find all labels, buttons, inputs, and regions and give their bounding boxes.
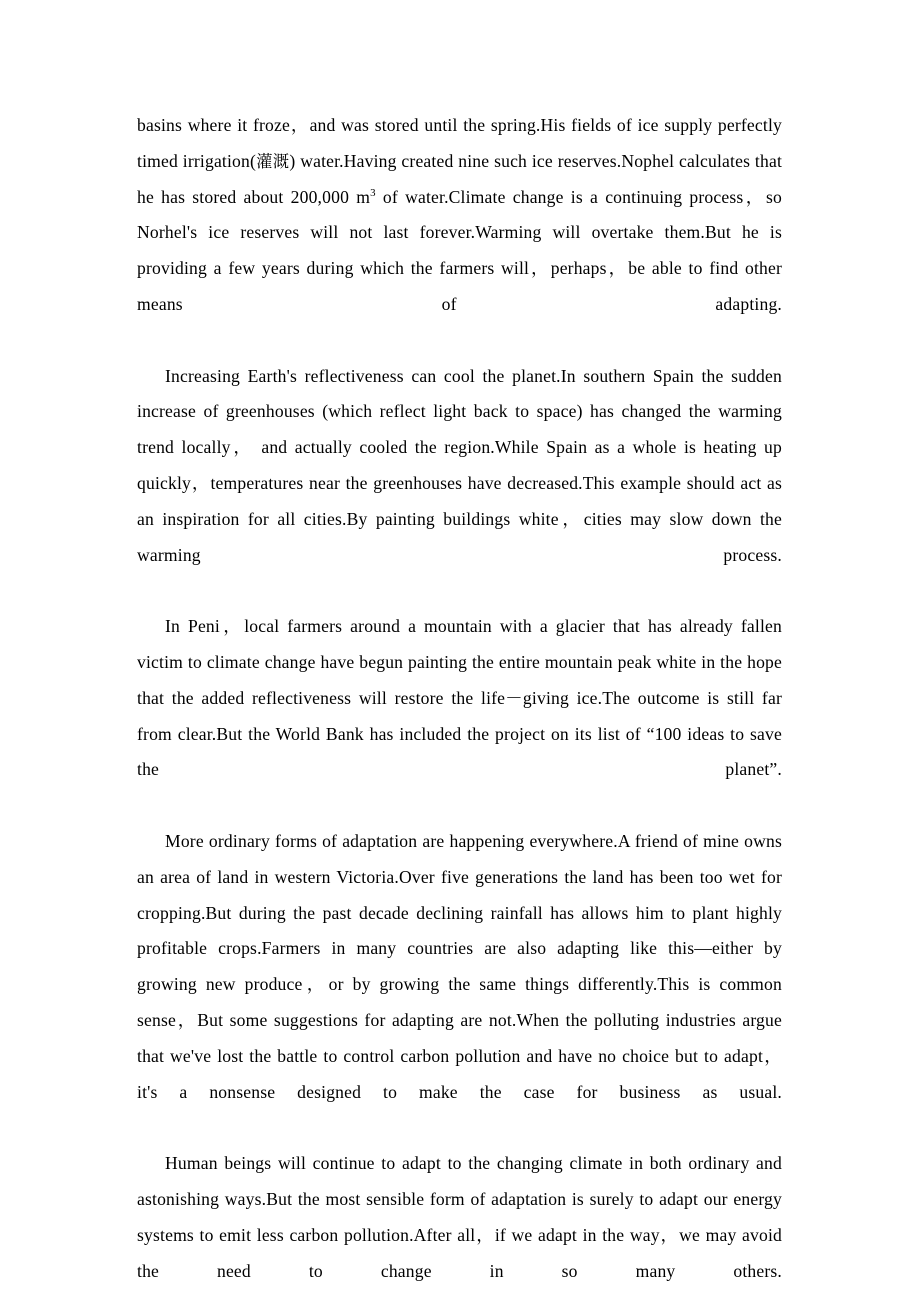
- text-run: basins where it froze，and was stored until the spring.His fields of ice supply perfectly timed irrigation(: [137, 115, 782, 171]
- text-run: ) water.Having created nine such ice reserves.Nophel calculates that he has stored about 200,000 m: [137, 150, 783, 207]
- paragraph-ice-reserves: [137, 108, 782, 359]
- superscript-exponent: 3: [370, 186, 376, 199]
- text-run: In Peni，local farmers around a mountain with a glacier that has already fallen victim to climate change have begun painting the entire mountain peak white in the hope that the added reflectiveness will restore the life－giving ice.The outcome is still far from clear.But the World Bank has included the project on its list of “100 ideas to save the planet”.: [137, 616, 782, 780]
- text-run: Increasing Earth's reflectiveness can cool the planet.In southern Spain the sudden increase of greenhouses (which reflect light back to space) has changed the warming trend locally， and actually cooled the region.While Spain as a whole is heating up quickly，temperatures near the greenhouses have decreased.This example should act as an inspiration for all cities.By painting buildings white，cities may slow down the warming process.: [137, 365, 782, 565]
- chinese-gloss: 灌溉: [256, 151, 290, 171]
- text-run: More ordinary forms of adaptation are happening everywhere.A friend of mine owns an area of land in western Victoria.Over five generations the land has been too wet for cropping.But during the past decade declining rainfall has allows him to plant highly profitable crops.Farmers in many countries are also adapting like this—either by growing new produce，or by growing the same things differently.This is common sense，But some suggestions for adapting are not.When the polluting industries argue that we've lost the battle to control carbon pollution and have no choice but to adapt，it's a nonsense designed to make the case for business as usual.: [137, 830, 782, 1102]
- paragraph-peru-glacier: [137, 609, 782, 824]
- text-run: Human beings will continue to adapt to the changing climate in both ordinary and astonishing ways.But the most sensible form of adaptation is surely to adapt our energy systems to emit less carbon pollution.After all，if we adapt in the way，we may avoid the need to change in so many others.: [137, 1153, 782, 1281]
- body-text-column: [137, 108, 782, 1302]
- text-run: of water.Climate change is a continuing process，so Norhel's ice reserves will not last forever.Warming will overtake them.But he is providing a few years during which the farmers will，perhaps，be able to find other means of adapting.: [137, 186, 782, 314]
- paragraph-reflectiveness: [137, 359, 782, 610]
- paragraph-ordinary-adaptation: [137, 824, 782, 1146]
- paragraph-conclusion: [137, 1146, 782, 1302]
